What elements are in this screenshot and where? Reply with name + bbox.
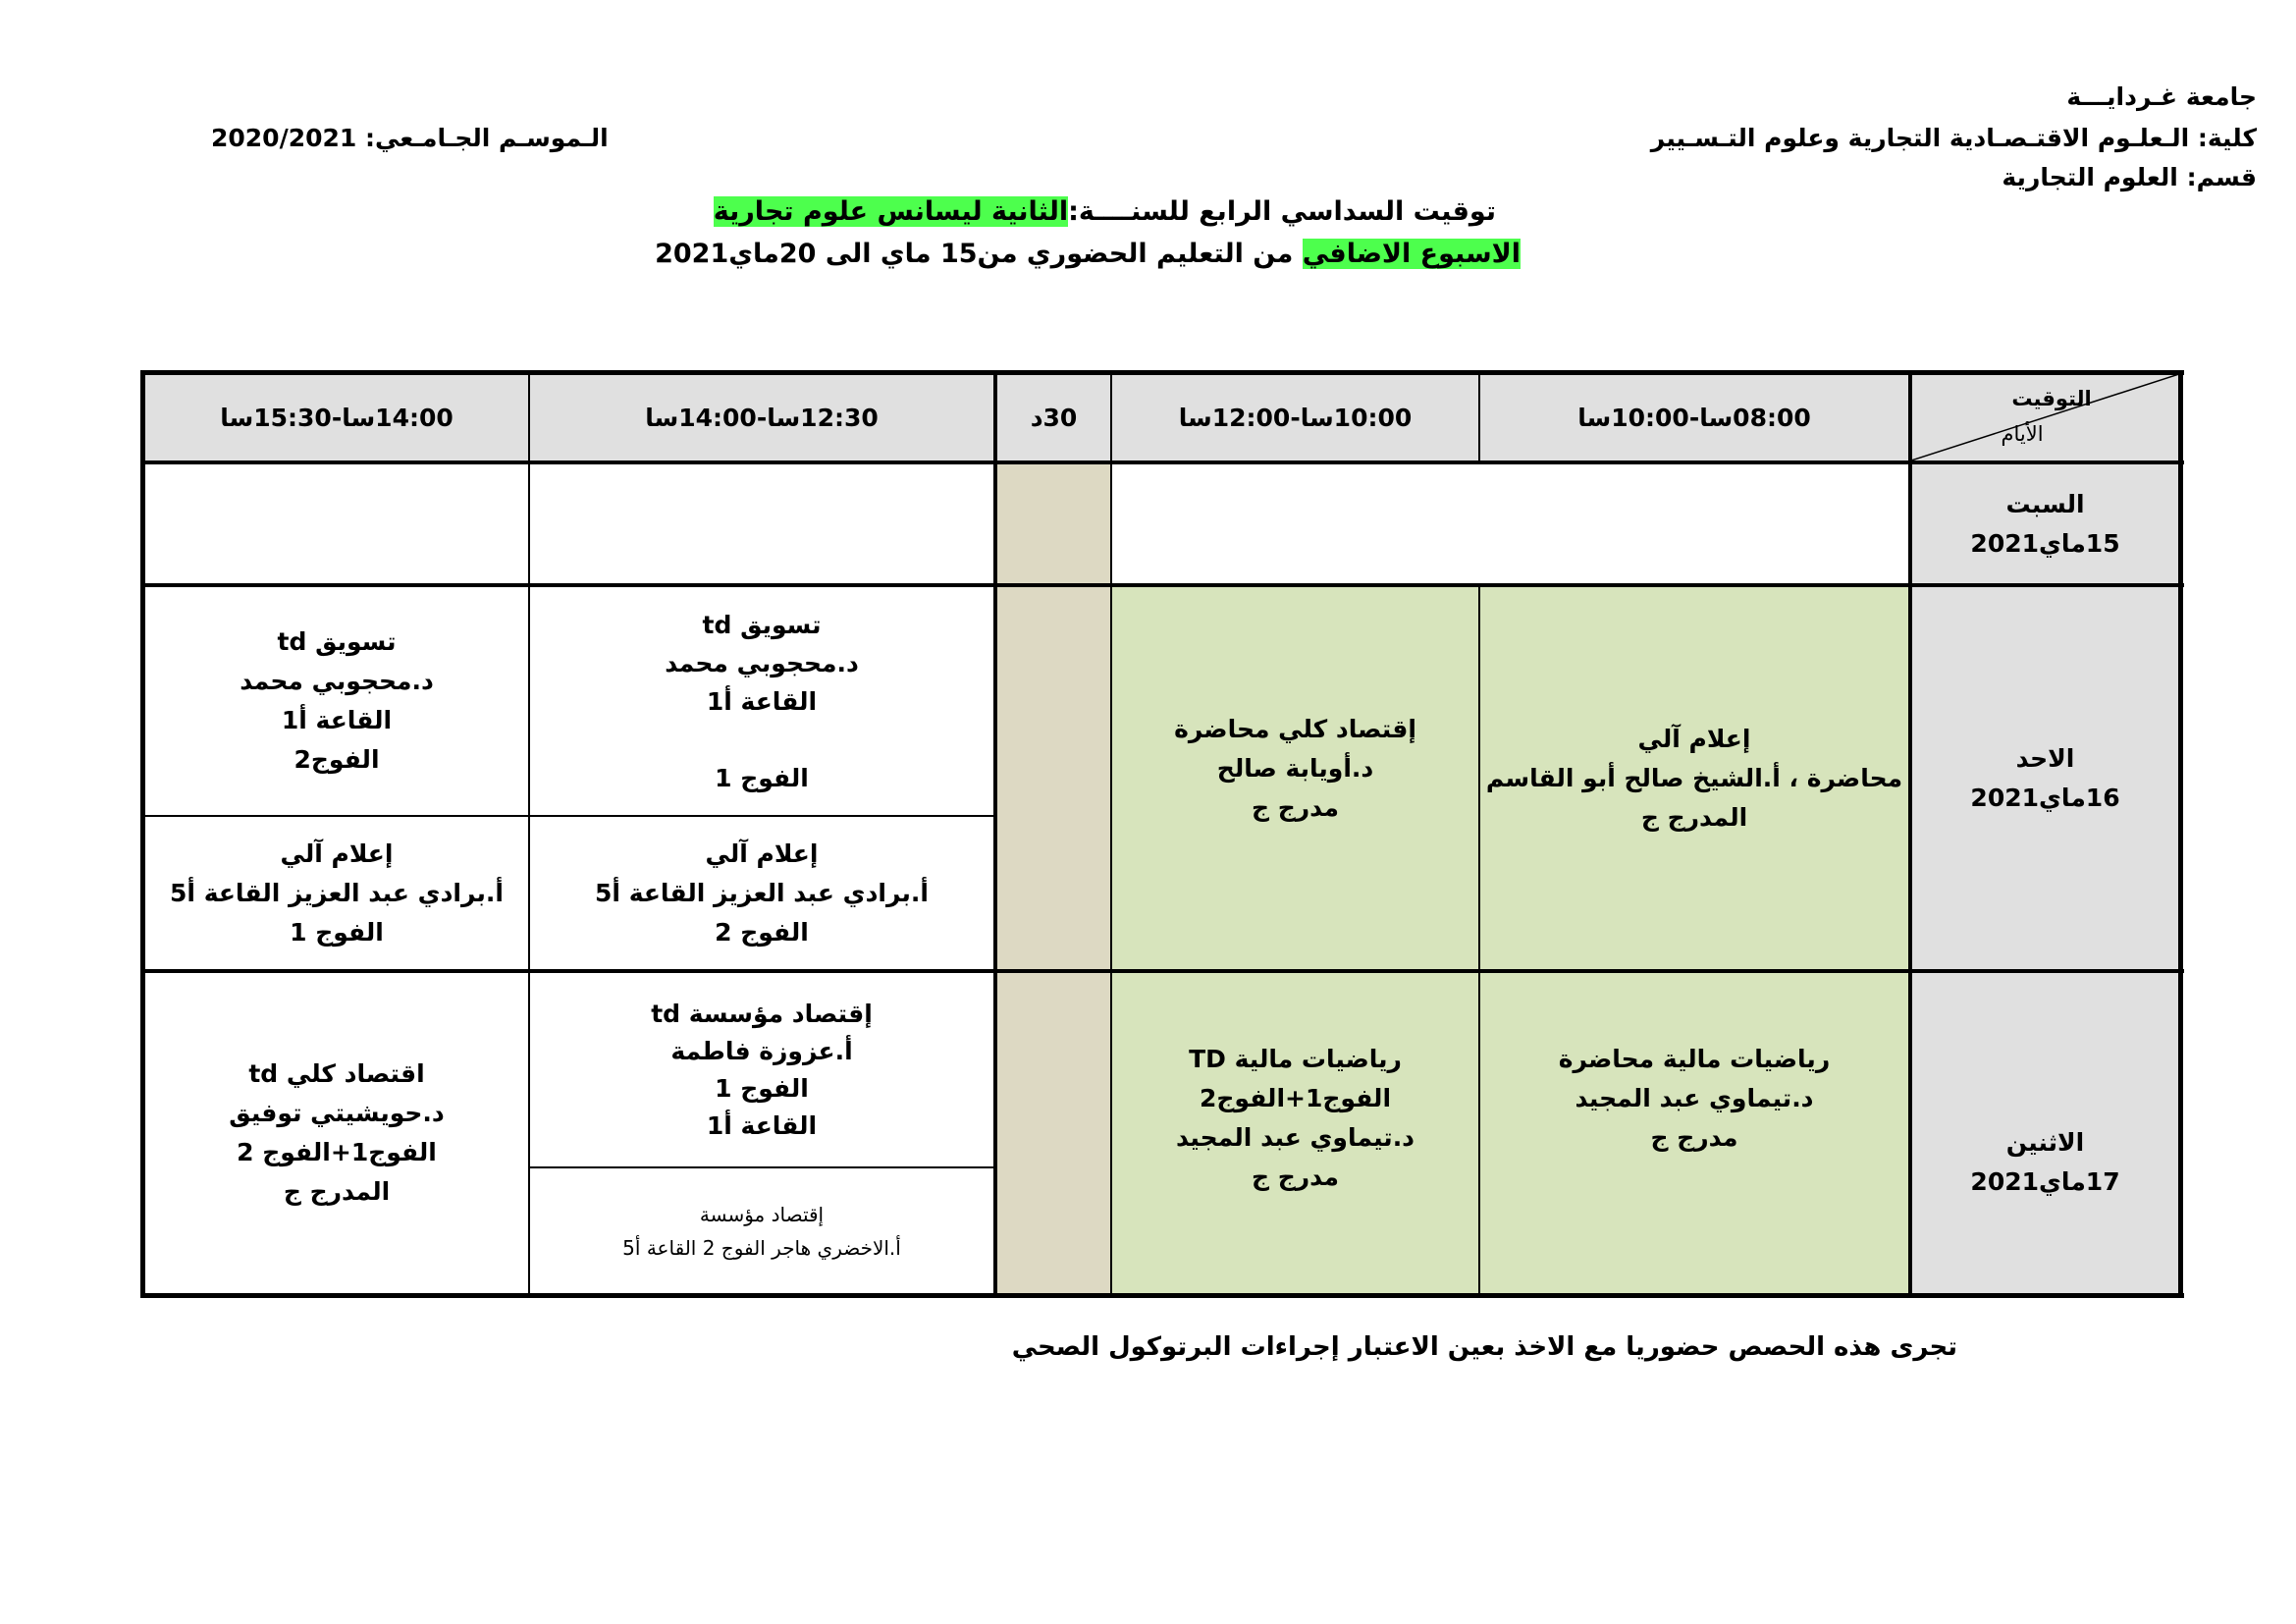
sunday-slot4-group1: إعلام آلي أ.برادي عبد العزيز القاعة أ5 الفوج 1 [170, 839, 504, 947]
sunday-slot2-session: إقتصاد كلي محاضرة د.أويابة صالح مدرج ج [1174, 714, 1416, 822]
day-saturday: السبت 15ماي2021 [1970, 489, 2120, 558]
corner-time-label: التوقيت [2011, 387, 2092, 410]
title-level: الثانية ليسانس علوم تجارية [713, 196, 1069, 227]
monday-slot3-group1: إقتصاد مؤسسة td أ.عزوزة فاطمة الفوج 1 القاعة أ1 [651, 999, 873, 1140]
day-sunday: الاحد 16ماي2021 [1970, 743, 2120, 812]
schedule-title [714, 196, 1496, 227]
footer-note: تجرى هذه الحصص حضوريا مع الاخذ بعين الاعتبار إجراءات البرتوكول الصحي [1011, 1332, 1957, 1362]
day-monday: الاثنين 17ماي2021 [1970, 1128, 2120, 1196]
faculty-name: كلية: الـعلـوم الاقتـصـادية التجارية وعلوم التـسـيير [1650, 124, 2257, 152]
academic-season [211, 124, 609, 152]
monday-slot2-session: رياضيات مالية TD الفوج1+الفوج2 د.تيماوي عبد المجيد مدرج ج [1175, 1045, 1415, 1191]
col-header-4: 14:00سا-15:30سا [220, 403, 454, 432]
subtitle-dates: من التعليم الحضوري من15 ماي الى 20ماي2021 [655, 239, 1294, 269]
title-prefix: توقيت السداسي الرابع للسنــــة: [1068, 196, 1496, 227]
sunday-slot3-group1: تسويق td د.محجوبي محمد القاعة أ1 الفوج 1 [665, 610, 859, 792]
season-label: الـموسـم الجـامـعي: [365, 124, 609, 152]
corner-days-label: الأيام [2001, 422, 2044, 446]
monday-slot4-session: اقتصاد كلي td د.حويشيتي توفيق الفوج1+الفوج 2 المدرج ج [229, 1059, 445, 1206]
monday-slot1-session: رياضيات مالية محاضرة د.تيماوي عبد المجيد مدرج ج [1558, 1045, 1831, 1152]
sunday-slot3-group2: إعلام آلي أ.برادي عبد العزيز القاعة أ5 الفوج 2 [595, 839, 929, 947]
schedule-subtitle [655, 239, 1521, 269]
col-header-3: 12:30سا-14:00سا [645, 403, 879, 432]
sunday-slot4-group2: تسويق td د.محجوبي محمد القاعة أ1 الفوج2 [240, 627, 434, 774]
subtitle-week: الاسبوع الاضافي [1302, 239, 1521, 269]
saturday-empty-bg [1112, 464, 1911, 584]
university-name: جامعة غـردايـــة [2066, 82, 2257, 111]
col-header-2: 10:00سا-12:00سا [1178, 403, 1413, 432]
department-name: قسم: العلوم التجارية [2002, 163, 2257, 191]
col-header-1: 08:00سا-10:00سا [1577, 403, 1811, 432]
season-value: 2020/2021 [211, 124, 357, 152]
col-header-break: 30د [1030, 403, 1078, 432]
monday-slot3-group2: إقتصاد مؤسسة أ.الاخضري هاجر الفوج 2 القاعة أ5 [622, 1202, 901, 1260]
sunday-slot1-session: إعلام آلي محاضرة ، أ.الشيخ صالح أبو القاسم المدرج ج [1485, 724, 1903, 832]
